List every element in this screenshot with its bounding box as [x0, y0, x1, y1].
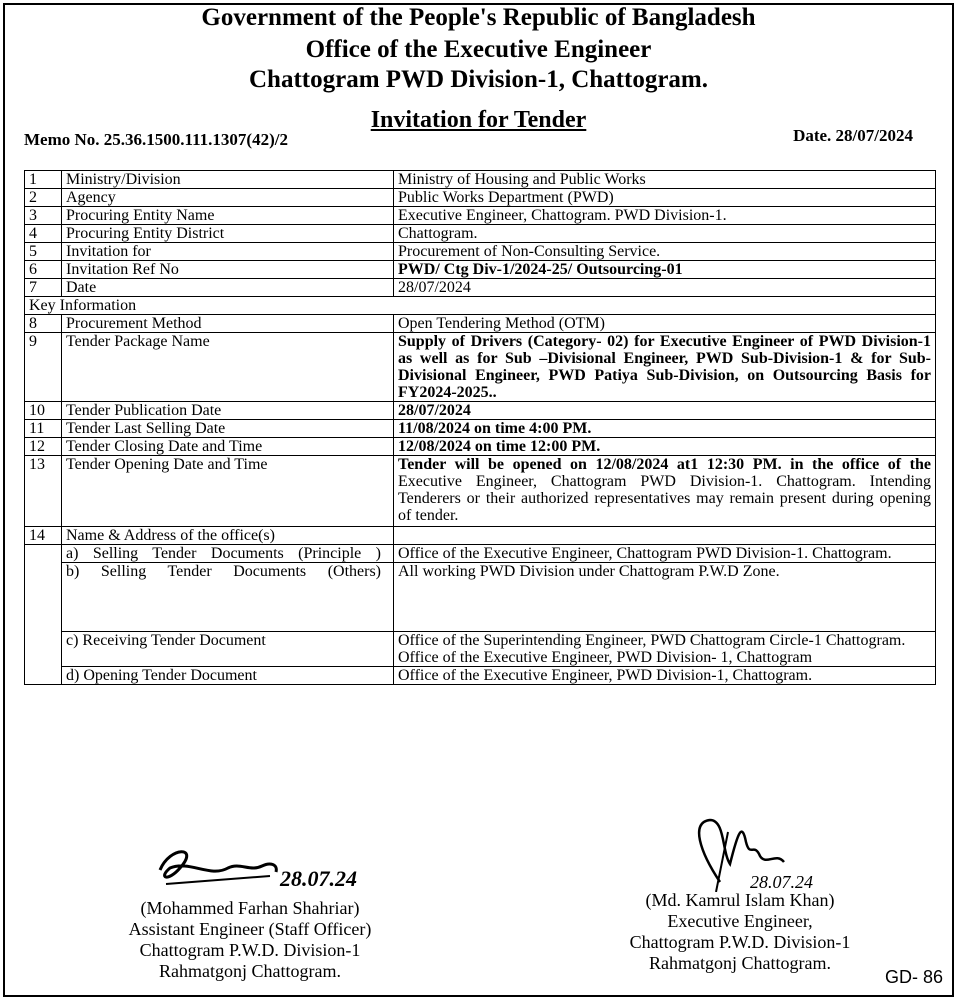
- row-value: 12/08/2024 on time 12:00 PM.: [394, 438, 936, 456]
- signatory-left-office: Chattogram P.W.D. Division-1: [139, 940, 361, 960]
- table-row: [25, 225, 936, 243]
- row-number: 9: [25, 333, 62, 402]
- row-label: Agency: [62, 189, 394, 207]
- tender-package-name: Supply of Drivers (Category- 02) for Executive Engineer of PWD Division-1 as well as for Sub –Divisional Engineer, PWD Sub-Division-1 & for Sub-Divisional Engineer, PWD Patiya Sub-Division, on Outsourcing Basis for FY2024-2025..: [394, 333, 936, 402]
- table-row: [25, 189, 936, 207]
- row-label: Tender Last Selling Date: [62, 420, 394, 438]
- row-number-empty: [25, 563, 62, 632]
- row-label: Procuring Entity Name: [62, 207, 394, 225]
- table-row: [25, 402, 936, 420]
- key-information-label: Key Information: [25, 297, 936, 315]
- row-label: Tender Closing Date and Time: [62, 438, 394, 456]
- row-label: Invitation Ref No: [62, 261, 394, 279]
- tender-opening-rest: Executive Engineer, Chattogram PWD Division-1. Chattogram. Intending Tenderers or their authorized representatives may remain present during opening of tender.: [398, 473, 931, 524]
- sub-label-a: a) Selling Tender Documents (Principle ): [62, 545, 394, 563]
- table-row: [25, 315, 936, 333]
- row-number: 12: [25, 438, 62, 456]
- sub-value-b: All working PWD Division under Chattogram P.W.D Zone.: [394, 563, 936, 632]
- key-information-row: [25, 297, 936, 315]
- row-value: Public Works Department (PWD): [394, 189, 936, 207]
- table-row: [25, 261, 936, 279]
- row-number: 14: [25, 527, 62, 545]
- row-number: 8: [25, 315, 62, 333]
- signatory-right-name: (Md. Kamrul Islam Khan): [645, 890, 835, 910]
- row-label: Tender Package Name: [62, 333, 394, 402]
- row-label: Tender Opening Date and Time: [62, 456, 394, 527]
- table-row: [25, 527, 936, 545]
- signatory-right-designation: Executive Engineer,: [667, 911, 813, 931]
- tender-table: [24, 170, 936, 685]
- table-row: [25, 456, 936, 527]
- row-number-empty: [25, 632, 62, 667]
- row-label: Date: [62, 279, 394, 297]
- sub-value-d: Office of the Executive Engineer, PWD Division-1, Chattogram.: [394, 667, 936, 685]
- header-division: Chattogram PWD Division-1, Chattogram.: [249, 66, 708, 93]
- row-value: 28/07/2024: [394, 279, 936, 297]
- row-number: 13: [25, 456, 62, 527]
- row-number: 5: [25, 243, 62, 261]
- table-row: [25, 333, 936, 402]
- signatory-left-name: (Mohammed Farhan Shahriar): [140, 898, 360, 918]
- page-title: Invitation for Tender: [370, 107, 587, 133]
- table-row: [25, 563, 936, 632]
- row-number: 2: [25, 189, 62, 207]
- signature-right-image: [680, 812, 850, 892]
- row-label: Procurement Method: [62, 315, 394, 333]
- table-row: [25, 420, 936, 438]
- row-number: 1: [25, 171, 62, 189]
- table-row: [25, 545, 936, 563]
- table-row: [25, 438, 936, 456]
- row-number: 4: [25, 225, 62, 243]
- sub-label-d: d) Opening Tender Document: [62, 667, 394, 685]
- row-label: Invitation for: [62, 243, 394, 261]
- table-row: [25, 207, 936, 225]
- table-row: [25, 667, 936, 685]
- sub-value-c-line2: Office of the Executive Engineer, PWD Division- 1, Chattogram: [398, 649, 813, 666]
- signatory-right-location: Rahmatgonj Chattogram.: [649, 953, 831, 973]
- header-office: Office of the Executive Engineer: [305, 36, 652, 63]
- sub-label-b: b) Selling Tender Documents (Others): [62, 563, 394, 632]
- signatory-right: [590, 890, 890, 974]
- row-value: Procurement of Non-Consulting Service.: [394, 243, 936, 261]
- memo-date: Date. 28/07/2024: [793, 126, 913, 145]
- signature-right-date: 28.07.24: [750, 872, 813, 892]
- signatory-left-designation: Assistant Engineer (Staff Officer): [128, 919, 372, 939]
- row-value-empty: [394, 527, 936, 545]
- signatory-right-office: Chattogram P.W.D. Division-1: [629, 932, 851, 952]
- row-label: Ministry/Division: [62, 171, 394, 189]
- table-row: [25, 632, 936, 667]
- row-number: 6: [25, 261, 62, 279]
- row-number-empty: [25, 667, 62, 685]
- header-government: Government of the People's Republic of Bangladesh: [201, 4, 756, 31]
- row-value: 28/07/2024: [394, 402, 936, 420]
- row-value: Chattogram.: [394, 225, 936, 243]
- row-number-empty: [25, 545, 62, 563]
- row-label: Name & Address of the office(s): [62, 527, 394, 545]
- signature-left-date: 28.07.24: [280, 866, 357, 891]
- tender-opening-value: [394, 456, 936, 527]
- row-value: Ministry of Housing and Public Works: [394, 171, 936, 189]
- row-value: Open Tendering Method (OTM): [394, 315, 936, 333]
- sub-value-c: [394, 632, 936, 667]
- table-row: [25, 171, 936, 189]
- row-label: Tender Publication Date: [62, 402, 394, 420]
- row-number: 3: [25, 207, 62, 225]
- sub-label-c: c) Receiving Tender Document: [62, 632, 394, 667]
- row-number: 11: [25, 420, 62, 438]
- signature-left-image: [140, 838, 370, 900]
- table-row: [25, 279, 936, 297]
- signatory-left: [90, 898, 410, 982]
- row-number: 7: [25, 279, 62, 297]
- row-label: Procuring Entity District: [62, 225, 394, 243]
- footer-code: GD- 86: [884, 967, 943, 987]
- row-value: Executive Engineer, Chattogram. PWD Division-1.: [394, 207, 936, 225]
- table-row: [25, 243, 936, 261]
- signatory-left-location: Rahmatgonj Chattogram.: [159, 961, 341, 981]
- tender-opening-bold: Tender will be opened on 12/08/2024 at1 12:30 PM. in the office of the: [398, 456, 931, 473]
- memo-number: Memo No. 25.36.1500.111.1307(42)/2: [24, 130, 288, 149]
- row-value: 11/08/2024 on time 4:00 PM.: [394, 420, 936, 438]
- sub-value-c-line1: Office of the Superintending Engineer, PWD Chattogram Circle-1 Chattogram.: [398, 632, 906, 649]
- sub-value-a: Office of the Executive Engineer, Chattogram PWD Division-1. Chattogram.: [394, 545, 936, 563]
- row-number: 10: [25, 402, 62, 420]
- invitation-ref-value: PWD/ Ctg Div-1/2024-25/ Outsourcing-01: [394, 261, 936, 279]
